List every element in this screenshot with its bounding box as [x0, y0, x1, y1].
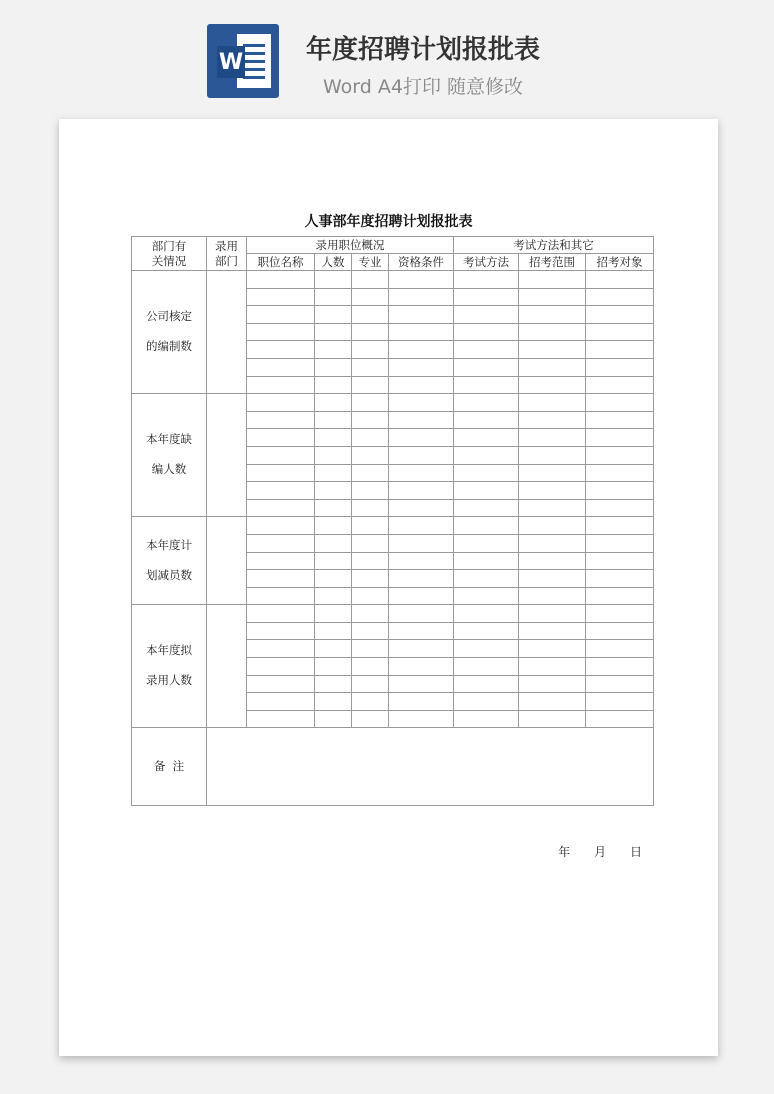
table-cell[interactable]	[586, 658, 654, 676]
table-cell[interactable]	[315, 306, 352, 324]
table-cell[interactable]	[352, 411, 389, 429]
table-cell[interactable]	[352, 482, 389, 500]
table-cell[interactable]	[315, 288, 352, 306]
table-cell[interactable]	[352, 464, 389, 482]
table-cell[interactable]	[352, 658, 389, 676]
table-cell[interactable]	[315, 552, 352, 570]
table-row	[132, 517, 654, 535]
document-page	[59, 119, 718, 1056]
table-cell[interactable]	[389, 411, 454, 429]
table-cell[interactable]	[247, 376, 315, 394]
table-cell[interactable]	[352, 376, 389, 394]
table-cell[interactable]	[247, 622, 315, 640]
table-cell[interactable]	[454, 429, 519, 447]
table-cell[interactable]	[454, 464, 519, 482]
page-subtitle: Word A4打印 随意修改	[323, 76, 524, 98]
table-cell[interactable]	[454, 710, 519, 728]
table-cell[interactable]	[519, 376, 586, 394]
table-cell[interactable]	[247, 464, 315, 482]
date-day: 日	[629, 845, 642, 859]
table-cell[interactable]	[454, 271, 519, 289]
table-cell[interactable]	[389, 499, 454, 517]
table-cell[interactable]	[519, 675, 586, 693]
table-cell[interactable]	[247, 482, 315, 500]
table-cell[interactable]	[586, 517, 654, 535]
table-cell[interactable]	[586, 552, 654, 570]
col-headcount: 人数	[315, 254, 352, 271]
table-cell[interactable]	[315, 341, 352, 359]
table-cell[interactable]	[389, 446, 454, 464]
table-cell[interactable]	[247, 429, 315, 447]
table-cell[interactable]	[519, 517, 586, 535]
table-cell[interactable]	[389, 358, 454, 376]
table-cell[interactable]	[247, 446, 315, 464]
section-label: 本年度缺 编人数	[132, 394, 207, 517]
section-label: 公司核定 的编制数	[132, 271, 207, 394]
table-cell[interactable]	[315, 411, 352, 429]
table-cell[interactable]	[315, 517, 352, 535]
table-cell[interactable]	[352, 552, 389, 570]
hire-dept-cell[interactable]	[207, 394, 247, 517]
table-cell[interactable]	[586, 271, 654, 289]
table-cell[interactable]	[315, 358, 352, 376]
date-year: 年	[558, 845, 571, 859]
table-cell[interactable]	[315, 499, 352, 517]
table-cell[interactable]	[247, 570, 315, 588]
table-cell[interactable]	[519, 394, 586, 412]
table-cell[interactable]	[389, 482, 454, 500]
col-exam-method: 考试方法	[454, 254, 519, 271]
table-cell[interactable]	[352, 534, 389, 552]
table-cell[interactable]	[519, 534, 586, 552]
table-cell[interactable]	[315, 658, 352, 676]
table-cell[interactable]	[389, 288, 454, 306]
table-cell[interactable]	[315, 323, 352, 341]
table-cell[interactable]	[389, 570, 454, 588]
table-cell[interactable]	[315, 271, 352, 289]
page-title: 年度招聘计划报批表	[306, 35, 541, 65]
table-cell[interactable]	[454, 552, 519, 570]
table-cell[interactable]	[519, 446, 586, 464]
table-cell[interactable]	[389, 622, 454, 640]
hire-dept-header: 录用 部门	[207, 237, 247, 271]
table-cell[interactable]	[247, 306, 315, 324]
table-cell[interactable]	[247, 552, 315, 570]
table-cell[interactable]	[389, 693, 454, 711]
table-cell[interactable]	[247, 341, 315, 359]
table-cell[interactable]	[389, 640, 454, 658]
table-cell[interactable]	[454, 499, 519, 517]
table-cell[interactable]	[247, 288, 315, 306]
table-cell[interactable]	[519, 464, 586, 482]
table-cell[interactable]	[586, 411, 654, 429]
page-header	[0, 0, 774, 118]
table-cell[interactable]	[454, 288, 519, 306]
table-cell[interactable]	[352, 429, 389, 447]
table-cell[interactable]	[389, 552, 454, 570]
table-cell[interactable]	[586, 622, 654, 640]
table-cell[interactable]	[389, 376, 454, 394]
table-cell[interactable]	[352, 622, 389, 640]
table-cell[interactable]	[247, 271, 315, 289]
table-cell[interactable]	[352, 570, 389, 588]
table-cell[interactable]	[454, 358, 519, 376]
table-cell[interactable]	[247, 710, 315, 728]
table-cell[interactable]	[519, 587, 586, 605]
table-cell[interactable]	[519, 306, 586, 324]
word-letter: W	[217, 46, 245, 78]
table-cell[interactable]	[519, 658, 586, 676]
table-cell[interactable]	[315, 376, 352, 394]
table-cell[interactable]	[586, 534, 654, 552]
table-cell[interactable]	[315, 622, 352, 640]
document-title: 人事部年度招聘计划报批表	[304, 214, 473, 230]
table-row	[132, 605, 654, 623]
table-cell[interactable]	[519, 710, 586, 728]
dept-info-header: 部门有 关情况	[132, 237, 207, 271]
table-cell[interactable]	[519, 605, 586, 623]
table-cell[interactable]	[389, 587, 454, 605]
date-month: 月	[594, 845, 607, 859]
table-cell[interactable]	[247, 534, 315, 552]
table-cell[interactable]	[352, 710, 389, 728]
table-cell[interactable]	[315, 605, 352, 623]
table-cell[interactable]	[247, 323, 315, 341]
table-cell[interactable]	[315, 482, 352, 500]
table-cell[interactable]	[315, 570, 352, 588]
table-cell[interactable]	[586, 605, 654, 623]
table-cell[interactable]	[352, 675, 389, 693]
table-cell[interactable]	[315, 429, 352, 447]
table-cell[interactable]	[389, 605, 454, 623]
table-cell[interactable]	[586, 376, 654, 394]
table-cell[interactable]	[315, 675, 352, 693]
table-cell[interactable]	[389, 271, 454, 289]
table-cell[interactable]	[519, 323, 586, 341]
table-cell[interactable]	[454, 482, 519, 500]
table-cell[interactable]	[454, 376, 519, 394]
date-line	[538, 843, 642, 860]
table-cell[interactable]	[519, 411, 586, 429]
table-cell[interactable]	[352, 605, 389, 623]
table-cell[interactable]	[315, 394, 352, 412]
table-cell[interactable]	[586, 710, 654, 728]
table-cell[interactable]	[586, 323, 654, 341]
table-cell[interactable]	[454, 587, 519, 605]
table-cell[interactable]	[454, 622, 519, 640]
table-cell[interactable]	[454, 605, 519, 623]
table-cell[interactable]	[519, 552, 586, 570]
hire-dept-cell[interactable]	[207, 271, 247, 394]
table-cell[interactable]	[352, 587, 389, 605]
word-icon	[207, 24, 279, 98]
table-cell[interactable]	[389, 306, 454, 324]
table-cell[interactable]	[454, 570, 519, 588]
table-cell[interactable]	[389, 394, 454, 412]
table-cell[interactable]	[247, 358, 315, 376]
position-overview-header: 录用职位概况	[247, 237, 454, 254]
table-cell[interactable]	[586, 429, 654, 447]
table-cell[interactable]	[389, 464, 454, 482]
table-cell[interactable]	[586, 394, 654, 412]
col-qualification: 资格条件	[389, 254, 454, 271]
table-cell[interactable]	[315, 534, 352, 552]
table-cell[interactable]	[586, 675, 654, 693]
table-cell[interactable]	[352, 517, 389, 535]
table-cell[interactable]	[586, 306, 654, 324]
table-cell[interactable]	[315, 640, 352, 658]
remarks-field[interactable]	[207, 728, 654, 806]
table-cell[interactable]	[352, 446, 389, 464]
table-cell[interactable]	[586, 570, 654, 588]
table-cell[interactable]	[586, 640, 654, 658]
col-recruit-target: 招考对象	[586, 254, 654, 271]
table-cell[interactable]	[315, 464, 352, 482]
table-cell[interactable]	[454, 411, 519, 429]
table-cell[interactable]	[247, 675, 315, 693]
table-cell[interactable]	[519, 570, 586, 588]
table-cell[interactable]	[389, 534, 454, 552]
table-cell[interactable]	[586, 358, 654, 376]
table-cell[interactable]	[586, 482, 654, 500]
hire-dept-cell[interactable]	[207, 517, 247, 605]
remarks-label: 备 注	[132, 728, 207, 806]
table-cell[interactable]	[352, 323, 389, 341]
table-cell[interactable]	[315, 693, 352, 711]
exam-other-header: 考试方法和其它	[454, 237, 654, 254]
table-cell[interactable]	[247, 640, 315, 658]
section-label: 本年度拟 录用人数	[132, 605, 207, 728]
table-cell[interactable]	[389, 341, 454, 359]
table-cell[interactable]	[586, 693, 654, 711]
table-cell[interactable]	[247, 587, 315, 605]
table-cell[interactable]	[352, 306, 389, 324]
table-cell[interactable]	[454, 675, 519, 693]
table-cell[interactable]	[352, 499, 389, 517]
table-cell[interactable]	[247, 517, 315, 535]
table-cell[interactable]	[454, 693, 519, 711]
table-cell[interactable]	[315, 710, 352, 728]
table-cell[interactable]	[454, 534, 519, 552]
table-cell[interactable]	[519, 622, 586, 640]
table-cell[interactable]	[454, 341, 519, 359]
table-cell[interactable]	[586, 499, 654, 517]
table-cell[interactable]	[454, 306, 519, 324]
table-cell[interactable]	[454, 658, 519, 676]
col-major: 专业	[352, 254, 389, 271]
table-cell[interactable]	[247, 394, 315, 412]
table-cell[interactable]	[454, 394, 519, 412]
recruitment-plan-table	[131, 236, 654, 806]
table-cell[interactable]	[519, 341, 586, 359]
table-cell[interactable]	[586, 341, 654, 359]
table-cell[interactable]	[519, 358, 586, 376]
table-row	[132, 271, 654, 289]
table-cell[interactable]	[454, 446, 519, 464]
table-cell[interactable]	[389, 710, 454, 728]
table-cell[interactable]	[519, 429, 586, 447]
table-cell[interactable]	[586, 288, 654, 306]
table-cell[interactable]	[247, 658, 315, 676]
table-cell[interactable]	[352, 358, 389, 376]
col-position-name: 职位名称	[247, 254, 315, 271]
table-cell[interactable]	[315, 446, 352, 464]
table-cell[interactable]	[352, 693, 389, 711]
table-cell[interactable]	[315, 587, 352, 605]
table-cell[interactable]	[454, 517, 519, 535]
table-cell[interactable]	[519, 271, 586, 289]
table-cell[interactable]	[586, 446, 654, 464]
table-cell[interactable]	[519, 693, 586, 711]
table-cell[interactable]	[247, 499, 315, 517]
table-cell[interactable]	[519, 499, 586, 517]
table-cell[interactable]	[519, 482, 586, 500]
col-recruit-scope: 招考范围	[519, 254, 586, 271]
table-cell[interactable]	[247, 411, 315, 429]
table-cell[interactable]	[586, 587, 654, 605]
table-cell[interactable]	[247, 693, 315, 711]
section-label: 本年度计 划减员数	[132, 517, 207, 605]
table-cell[interactable]	[389, 658, 454, 676]
table-cell[interactable]	[389, 517, 454, 535]
table-cell[interactable]	[519, 288, 586, 306]
table-cell[interactable]	[352, 271, 389, 289]
table-row	[132, 394, 654, 412]
table-cell[interactable]	[352, 288, 389, 306]
table-cell[interactable]	[389, 429, 454, 447]
remarks-row	[132, 728, 654, 806]
hire-dept-cell[interactable]	[207, 605, 247, 728]
table-cell[interactable]	[247, 605, 315, 623]
table-cell[interactable]	[352, 341, 389, 359]
table-cell[interactable]	[389, 675, 454, 693]
table-cell[interactable]	[519, 640, 586, 658]
table-cell[interactable]	[454, 640, 519, 658]
table-cell[interactable]	[454, 323, 519, 341]
table-cell[interactable]	[352, 640, 389, 658]
table-cell[interactable]	[389, 323, 454, 341]
table-cell[interactable]	[352, 394, 389, 412]
table-cell[interactable]	[586, 464, 654, 482]
